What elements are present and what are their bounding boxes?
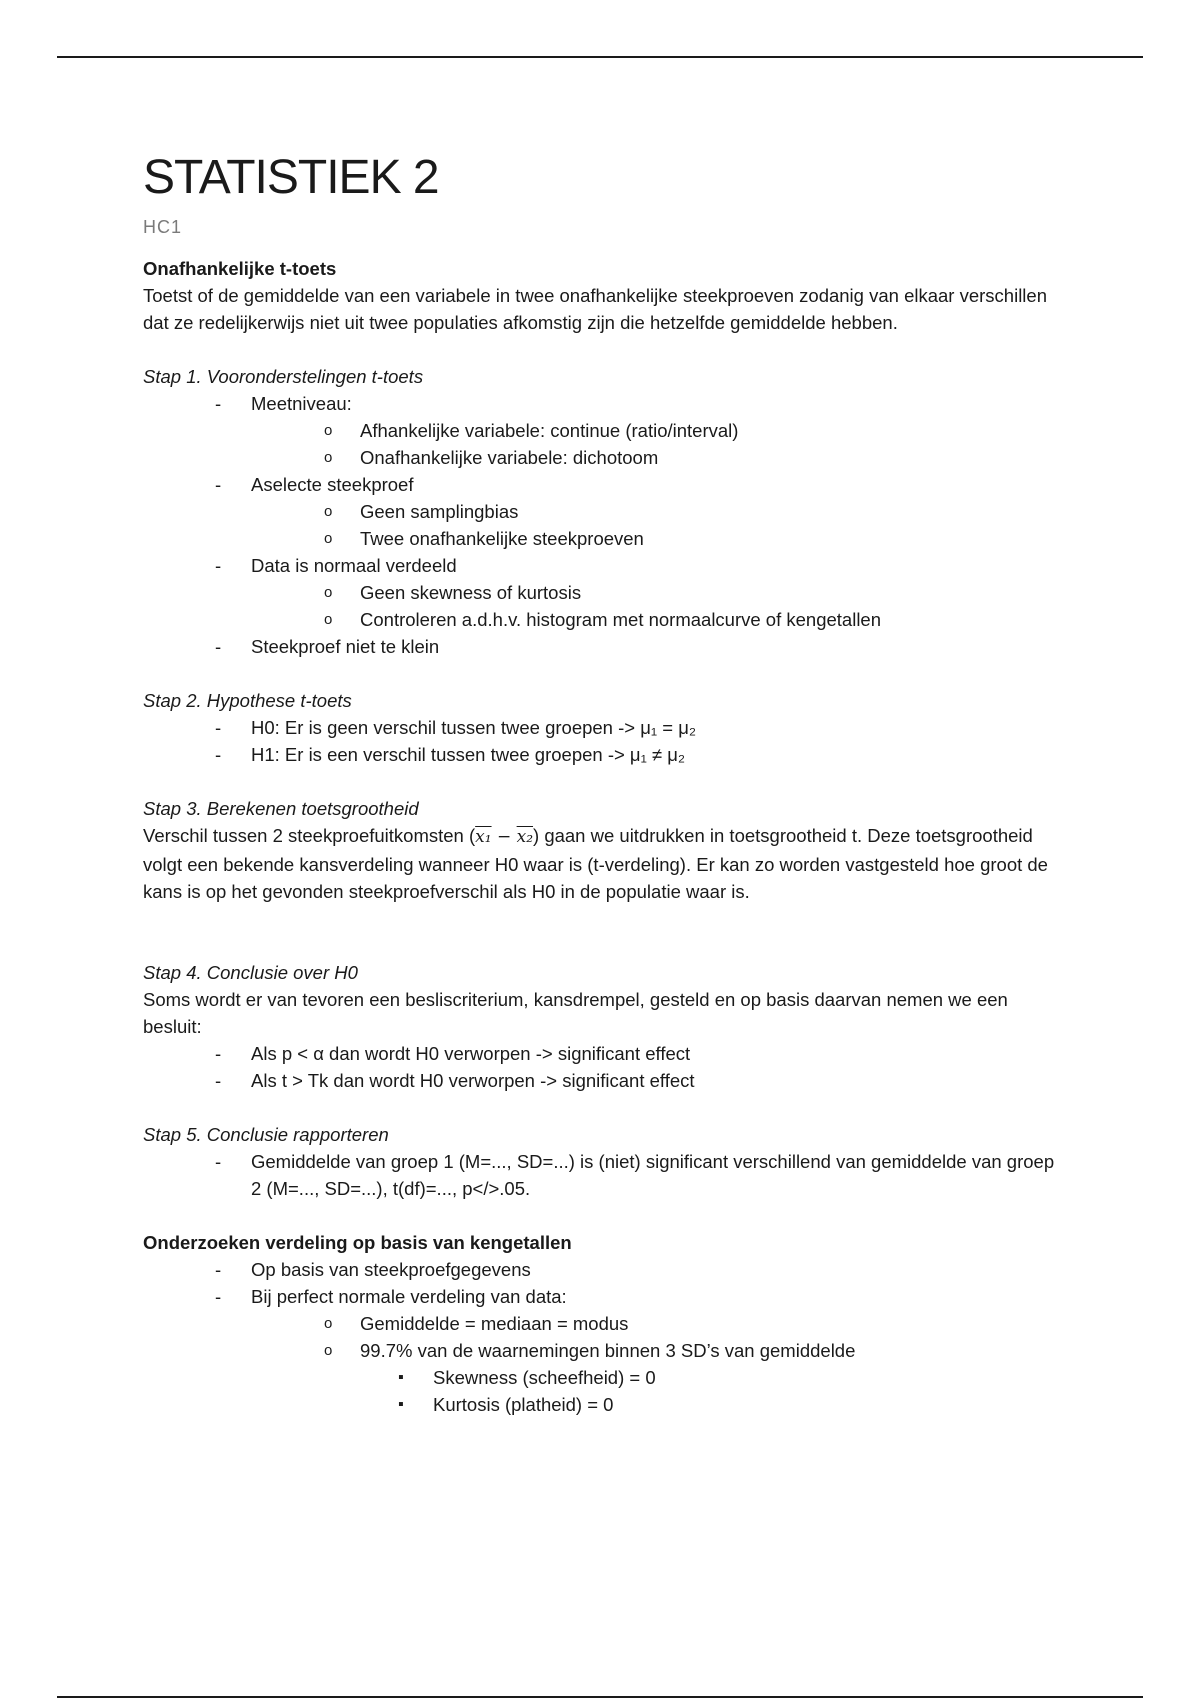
list-item-text: Aselecte steekproef bbox=[251, 474, 414, 495]
stap4-heading: Stap 4. Conclusie over H0 bbox=[143, 962, 358, 983]
stap5-list bbox=[143, 1148, 1063, 1202]
stap4-list bbox=[143, 1040, 1063, 1094]
sub-list-item: o Controleren a.d.h.v. histogram met normaalcurve of kengetallen bbox=[143, 606, 1063, 633]
stap3-text-after: ) gaan we uitdrukken in toetsgrootheid t. Deze toetsgrootheid volgt een bekende kansverdeling wanneer H0 waar is (t-verdeling). Er kan zo worden vastgesteld hoe groot de kans is op het gevonden steekproefverschil als H0 in de populatie waar is. bbox=[143, 825, 1048, 902]
list-item: - H1: Er is een verschil tussen twee groepen -> μ₁ ≠ μ₂ bbox=[143, 741, 1063, 768]
sub-list-item: o Twee onafhankelijke steekproeven bbox=[143, 525, 1063, 552]
stap3-heading: Stap 3. Berekenen toetsgrootheid bbox=[143, 798, 419, 819]
page-subtitle: HC1 bbox=[143, 217, 183, 237]
list-item bbox=[143, 1283, 1063, 1418]
list-item: - Gemiddelde van groep 1 (M=..., SD=...) is (niet) significant verschillend van gemiddelde van groep 2 (M=..., SD=...), t(df)=..., p</>.05. bbox=[143, 1148, 1063, 1202]
list-item bbox=[143, 390, 1063, 471]
stap5-heading: Stap 5. Conclusie rapporteren bbox=[143, 1124, 389, 1145]
list-item-text: Data is normaal verdeeld bbox=[251, 555, 457, 576]
sub-list-item: o Geen samplingbias bbox=[143, 498, 1063, 525]
sub-list bbox=[251, 498, 1063, 552]
section-intro: Toetst of de gemiddelde van een variabele in twee onafhankelijke steekproeven zodanig van elkaar verschillen dat ze redelijkerwijs niet uit twee populaties afkomstig zijn die hetzelfde gemiddelde hebben. bbox=[143, 285, 1047, 333]
sub-list-item: o Onafhankelijke variabele: dichotoom bbox=[143, 444, 1063, 471]
list-item: - Als p < α dan wordt H0 verworpen -> significant effect bbox=[143, 1040, 1063, 1067]
stap1-list bbox=[143, 390, 1063, 660]
list-item: - Als t > Tk dan wordt H0 verworpen -> significant effect bbox=[143, 1067, 1063, 1094]
sub-sub-list bbox=[360, 1364, 1063, 1418]
list-item: - Op basis van steekproefgegevens bbox=[143, 1256, 1063, 1283]
section-heading-kengetallen: Onderzoeken verdeling op basis van kengetallen bbox=[143, 1232, 572, 1253]
sub-list bbox=[251, 417, 1063, 471]
page-title: STATISTIEK 2 bbox=[143, 151, 439, 204]
formula-x1: x₁ bbox=[475, 827, 492, 847]
list-item-text: Bij perfect normale verdeling van data: bbox=[251, 1286, 567, 1307]
sub-list-item: o Geen skewness of kurtosis bbox=[143, 579, 1063, 606]
sub-list bbox=[251, 579, 1063, 633]
bottom-rule bbox=[57, 1696, 1143, 1698]
top-rule bbox=[57, 56, 1143, 58]
stap2-heading: Stap 2. Hypothese t-toets bbox=[143, 690, 352, 711]
section-heading-t-toets: Onafhankelijke t-toets bbox=[143, 258, 337, 279]
formula-minus: − bbox=[491, 827, 517, 847]
sub-list bbox=[251, 1310, 1063, 1418]
stap1-heading: Stap 1. Vooronderstelingen t-toets bbox=[143, 366, 424, 387]
sub-list-item: o Gemiddelde = mediaan = modus bbox=[143, 1310, 1063, 1337]
sub-list-item-text: 99.7% van de waarnemingen binnen 3 SD’s van gemiddelde bbox=[360, 1340, 856, 1361]
list-item bbox=[143, 471, 1063, 552]
stap3-text bbox=[143, 822, 1063, 905]
stap4-text: Soms wordt er van tevoren een besliscriterium, kansdrempel, gesteld en op basis daarvan nemen we een besluit: bbox=[143, 989, 1008, 1037]
sub-sub-list-item: ▪ Kurtosis (platheid) = 0 bbox=[143, 1391, 1063, 1418]
formula-x2: x₂ bbox=[516, 827, 534, 847]
section2-list bbox=[143, 1256, 1063, 1418]
sub-sub-list-item: ▪ Skewness (scheefheid) = 0 bbox=[143, 1364, 1063, 1391]
list-item: - Steekproef niet te klein bbox=[143, 633, 1063, 660]
list-item: - H0: Er is geen verschil tussen twee groepen -> μ₁ = μ₂ bbox=[143, 714, 1063, 741]
stap3-text-before: Verschil tussen 2 steekproefuitkomsten ( bbox=[143, 825, 476, 846]
stap2-list bbox=[143, 714, 1063, 768]
document-body bbox=[143, 148, 1063, 1418]
list-item-text: Meetniveau: bbox=[251, 393, 352, 414]
list-item bbox=[143, 552, 1063, 633]
sub-list-item: o Afhankelijke variabele: continue (ratio/interval) bbox=[143, 417, 1063, 444]
sub-list-item bbox=[143, 1337, 1063, 1418]
